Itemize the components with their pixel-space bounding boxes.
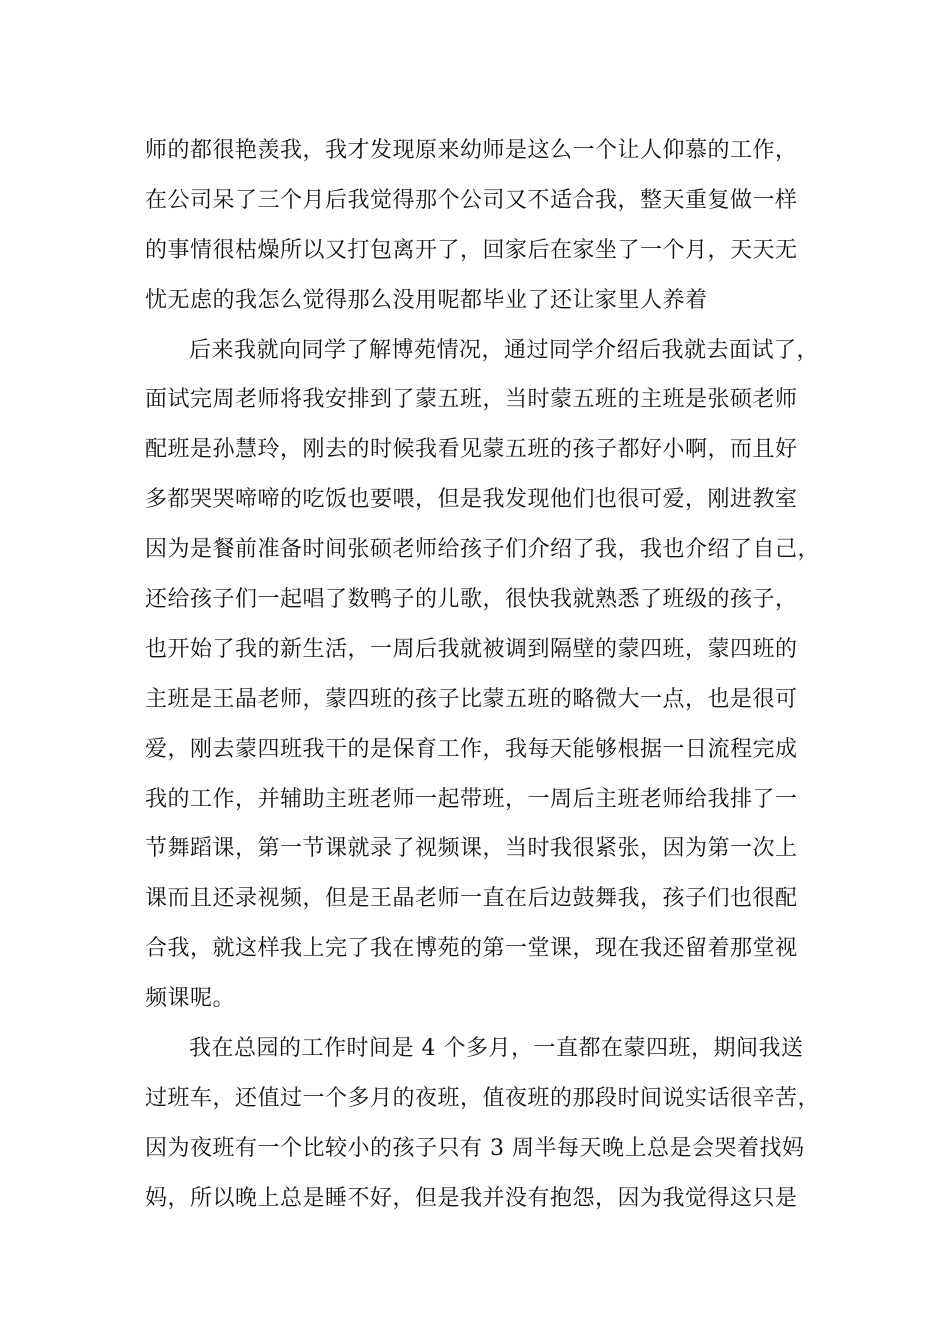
text-line: 多都哭哭啼啼的吃饭也要喂，但是我发现他们也很可爱，刚进教室 — [145, 487, 798, 513]
text-line: 主班是王晶老师，蒙四班的孩子比蒙五班的略微大一点，也是很可 — [145, 686, 798, 712]
text-line: 面试完周老师将我安排到了蒙五班，当时蒙五班的主班是张硕老师 — [145, 387, 798, 413]
text-line: 在公司呆了三个月后我觉得那个公司又不适合我，整天重复做一样 — [145, 187, 798, 213]
text-line: 过班车，还值过一个多月的夜班，值夜班的那段时间说实话很辛苦， — [145, 1085, 821, 1111]
text-line: 后来我就向同学了解博苑情况，通过同学介绍后我就去面试了， — [189, 337, 820, 363]
text-line: 爱，刚去蒙四班我干的是保育工作，我每天能够根据一日流程完成 — [145, 736, 798, 762]
text-line: 还给孩子们一起唱了数鸭子的儿歌，很快我就熟悉了班级的孩子， — [145, 587, 798, 613]
text-line: 课而且还录视频，但是王晶老师一直在后边鼓舞我，孩子们也很配 — [145, 886, 798, 912]
text-line: 也开始了我的新生活，一周后我就被调到隔壁的蒙四班，蒙四班的 — [145, 636, 798, 662]
body-text — [145, 126, 825, 1224]
text-line: 频课呢。 — [145, 986, 236, 1012]
text-line: 的事情很枯燥所以又打包离开了，回家后在家坐了一个月，天天无 — [145, 237, 798, 263]
text-line: 配班是孙慧玲，刚去的时候我看见蒙五班的孩子都好小啊，而且好 — [145, 437, 798, 463]
text-line: 合我，就这样我上完了我在博苑的第一堂课，现在我还留着那堂视 — [145, 936, 798, 962]
text-line: 因为夜班有一个比较小的孩子只有 3 周半每天晚上总是会哭着找妈 — [145, 1135, 805, 1161]
text-line: 因为是餐前准备时间张硕老师给孩子们介绍了我，我也介绍了自己， — [145, 537, 821, 563]
text-line: 我在总园的工作时间是 4 个多月，一直都在蒙四班，期间我送 — [189, 1036, 804, 1062]
text-line: 节舞蹈课，第一节课就录了视频课，当时我很紧张，因为第一次上 — [145, 836, 798, 862]
text-line: 妈，所以晚上总是睡不好，但是我并没有抱怨，因为我觉得这只是 — [145, 1185, 798, 1211]
text-line: 师的都很艳羡我，我才发现原来幼师是这么一个让人仰慕的工作， — [145, 138, 798, 163]
text-line: 我的工作，并辅助主班老师一起带班，一周后主班老师给我排了一 — [145, 786, 798, 812]
text-line: 忧无虑的我怎么觉得那么没用呢都毕业了还让家里人养着 — [145, 287, 708, 313]
